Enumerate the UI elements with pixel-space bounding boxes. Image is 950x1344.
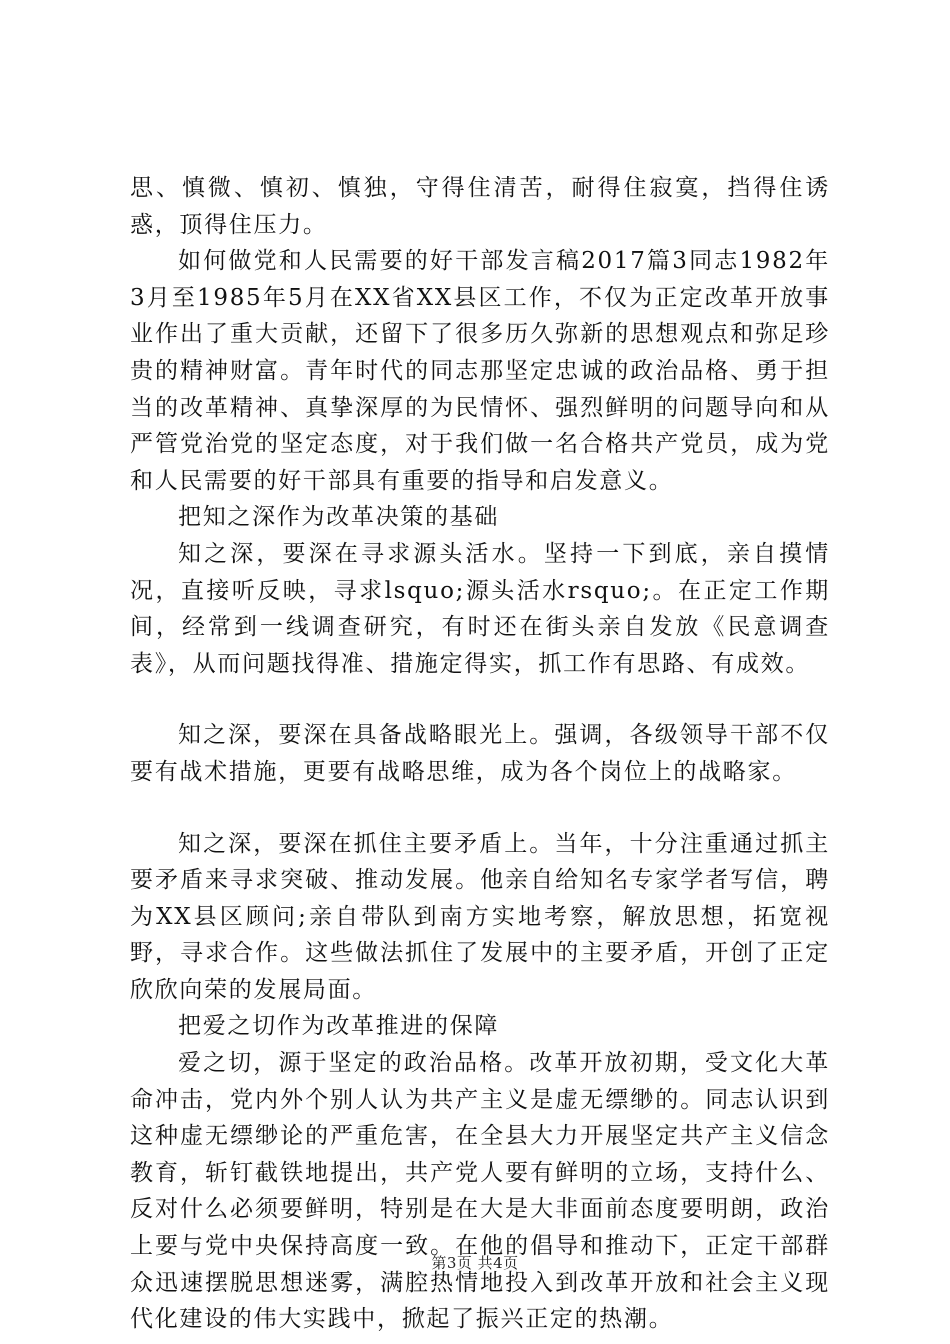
paragraph-love-political: 爱之切，源于坚定的政治品格。改革开放初期，受文化大革命冲击，党内外个别人认为共产主义是虚无缥缈的。同志认识到这种虚无缥缈论的严重危害，在全县大力开展坚定共产主义信念教育，斩钉截铁地提出，共产党人要有鲜明的立场，支持什么、反对什么必须要鲜明，特别是在大是大非面前态度要明朗，政治上要与党中央保持高度一致。在他的倡导和推动下，正定干部群众迅速摆脱思想迷雾，满腔热情地投入到改革开放和社会主义现代化建设的伟大实践中，掀起了振兴正定的热潮。 — [130, 1050, 830, 1333]
paragraph-continuation: 思、慎微、慎初、慎独，守得住清苦，耐得住寂寞，挡得住诱惑，顶得住压力。 — [130, 175, 830, 238]
page-footer: 第3页 共4页 — [431, 1254, 519, 1272]
section-heading-knowledge: 把知之深作为改革决策的基础 — [178, 504, 500, 531]
paragraph-intro: 如何做党和人民需要的好干部发言稿2017篇3同志1982年3月至1985年5月在XX省XX县区工作，不仅为正定改革开放事业作出了重大贡献，还留下了很多历久弥新的思想观点和弥足珍贵的精神财富。青年时代的同志那坚定忠诚的政治品格、勇于担当的改革精神、真挚深厚的为民情怀、强烈鲜明的问题导向和从严管党治党的坚定态度，对于我们做一名合格共产党员，成为党和人民需要的好干部具有重要的指导和启发意义。 — [130, 248, 830, 494]
paragraph-knowledge-source: 知之深，要深在寻求源头活水。坚持一下到底，亲自摸情况，直接听反映，寻求lsquo;源头活水rsquo;。在正定工作期间，经常到一线调查研究，有时还在街头亲自发放《民意调查表》，从而问题找得准、措施定得实，抓工作有思路、有成效。 — [130, 540, 830, 677]
section-heading-love: 把爱之切作为改革推进的保障 — [178, 1013, 500, 1040]
paragraph-knowledge-contradiction: 知之深，要深在抓住主要矛盾上。当年，十分注重通过抓主要矛盾来寻求突破、推动发展。他亲自给知名专家学者写信，聘为XX县区顾问;亲自带队到南方实地考察，解放思想，拓宽视野，寻求合作。这些做法抓住了发展中的主要矛盾，开创了正定欣欣向荣的发展局面。 — [130, 830, 830, 1003]
document-body — [130, 170, 830, 1338]
paragraph-knowledge-strategy: 知之深，要深在具备战略眼光上。强调，各级领导干部不仅要有战术措施，更要有战略思维，成为各个岗位上的战略家。 — [130, 722, 830, 785]
